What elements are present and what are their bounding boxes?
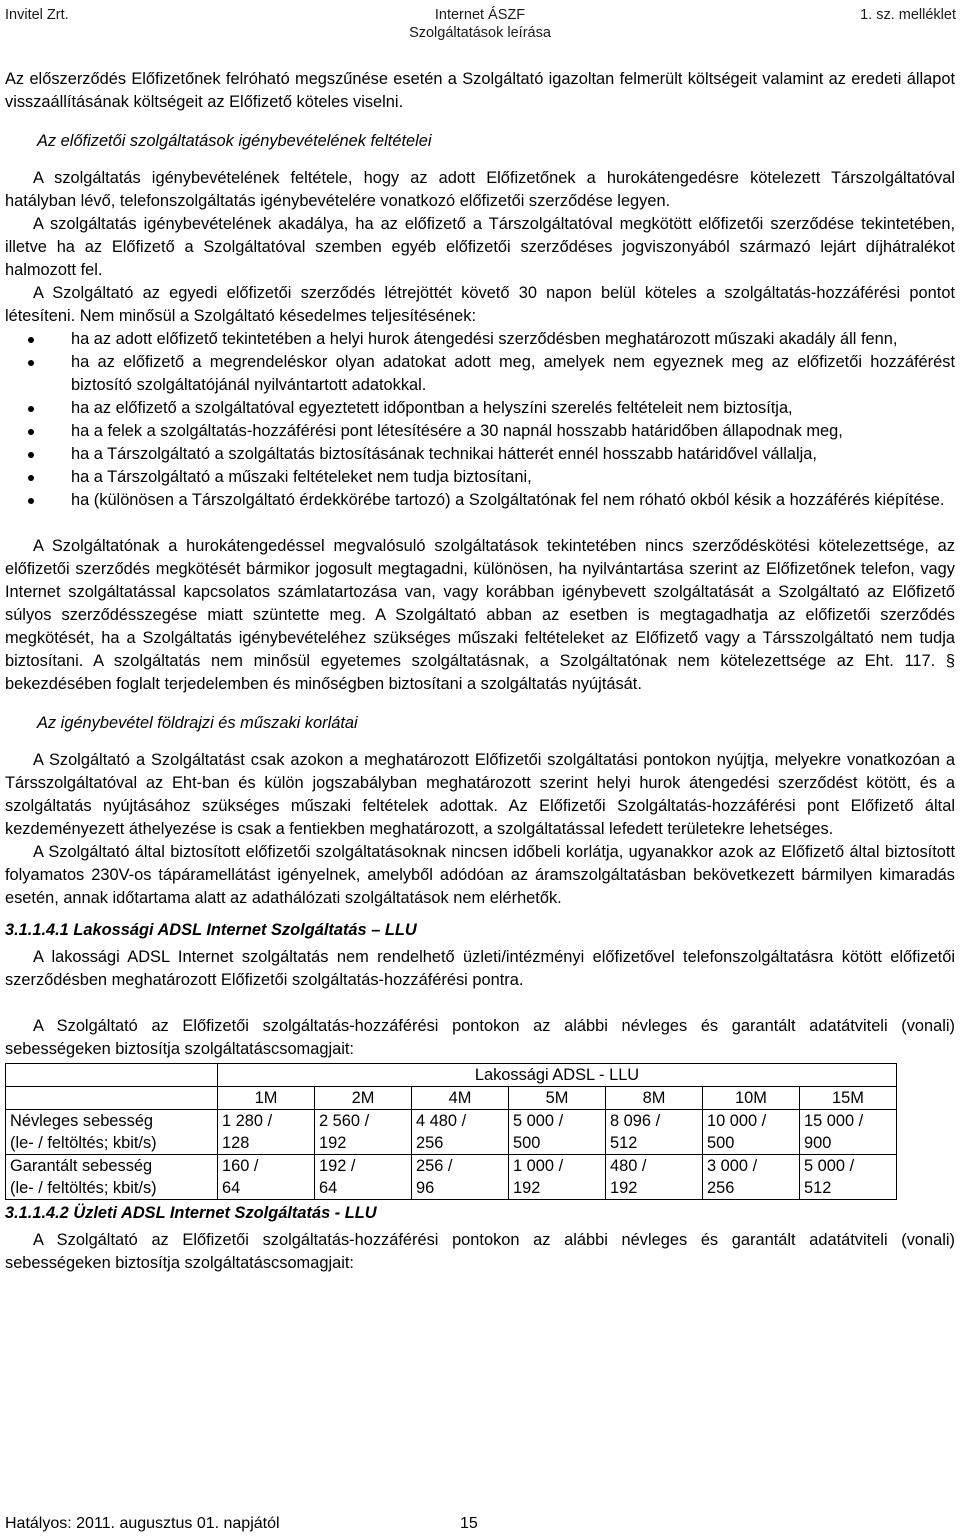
paragraph-geo-1: A Szolgáltató a Szolgáltatást csak azokon a meghatározott Előfizetői szolgáltatási pontokon nyújtja, melyekre vonatkozóan a Társszolgáltatóval az Eht-ban és külön jogszabályban meghatározott szerint helyi hurok átengedési szerződést kötött, és a szolgáltatás nyújtásához szükséges műszaki feltételek adottak. Az Előfizetői Szolgáltatás-hozzáférési pont Előfizető által kezdeményezett áthelyezése is csak a fentiekben meghatározott, a szolgáltatással lefedett területekre lehetséges. xyxy=(5,751,955,838)
table-header-cell: 4M xyxy=(412,1087,509,1110)
header-doc-title: Internet ÁSZF xyxy=(434,7,526,23)
list-item: ha (különösen a Társzolgáltató érdekkörébe tartozó) a Szolgáltatónak fel nem róható okból késik a hozzáférés kiépítése. xyxy=(5,489,955,512)
table-cell: 480 / 192 xyxy=(606,1155,703,1200)
paragraph-intro: Az előszerződés Előfizetőnek felróható megszűnése esetén a Szolgáltató igazoltan felmerült költségeit valamint az eredeti állapot visszaállításának költségeit az Előfizető köteles viselni. xyxy=(5,70,955,111)
paragraph-llu-residential: A lakossági ADSL Internet szolgáltatás nem rendelhető üzleti/intézményi előfizetővel telefonszolgáltatásra kötött előfizetői szerződésben meghatározott Előfizetői szolgáltatás-hozzáférési pontra. xyxy=(5,948,955,989)
table-cell xyxy=(6,1087,218,1110)
paragraph-condition-2: A szolgáltatás igénybevételének akadálya, ha az előfizető a Társzolgáltatóval megkötött előfizetői szerződése tekintetében, illetve ha az Előfizető a Szolgáltatóval szemben egyéb előfizetői szerződéses jogviszonyából származó lejárt díjhátralékot halmozott fel. xyxy=(5,215,955,279)
heading-llu-residential: 3.1.1.4.1 Lakossági ADSL Internet Szolgáltatás – LLU xyxy=(5,921,417,939)
table-cell: 5 000 / 500 xyxy=(509,1110,606,1155)
bullet-icon xyxy=(28,475,34,481)
table-cell: 5 000 / 512 xyxy=(800,1155,897,1200)
table-header-cell: 8M xyxy=(606,1087,703,1110)
table-cell: 1 000 / 192 xyxy=(509,1155,606,1200)
bullet-icon xyxy=(28,429,34,435)
table-row xyxy=(6,1087,897,1110)
table-cell: 192 / 64 xyxy=(315,1155,412,1200)
list-item: ha az előfizető a megrendeléskor olyan adatokat adott meg, amelyek nem egyeznek meg az előfizetői hozzáférést biztosító szolgáltatójánál nyilvántartott adatokkal. xyxy=(5,351,955,397)
header-annex: 1. sz. melléklet xyxy=(860,7,956,23)
table-row xyxy=(6,1110,897,1155)
paragraph-condition-1: A szolgáltatás igénybevételének feltétele, hogy az adott Előfizetőnek a hurokátengedésre kötelezett Társzolgáltatóval hatályban lévő, telefonszolgáltatás igénybevételére vonatkozó előfizetői szerződése legyen. xyxy=(5,169,955,210)
bullet-icon xyxy=(28,498,34,504)
list-item: ha a Társzolgáltató a szolgáltatás biztosításának technikai hátterét ennél hosszabb határidővel vállalja, xyxy=(5,443,955,466)
bullet-icon xyxy=(28,360,34,366)
table-cell: 10 000 / 500 xyxy=(703,1110,800,1155)
table-row-label: Garantált sebesség (le- / feltöltés; kbit/s) xyxy=(6,1155,218,1200)
table-row xyxy=(6,1064,897,1087)
heading-conditions: Az előfizetői szolgáltatások igénybevételének feltételei xyxy=(37,132,432,150)
bullet-icon xyxy=(28,337,34,343)
table-cell: 160 / 64 xyxy=(218,1155,315,1200)
table-header-cell: 1M xyxy=(218,1087,315,1110)
table-header-cell: 10M xyxy=(703,1087,800,1110)
page-number: 15 xyxy=(460,1515,478,1532)
page-footer xyxy=(5,1512,478,1535)
table-cell: 15 000 / 900 xyxy=(800,1110,897,1155)
table-header-cell: 5M xyxy=(509,1087,606,1110)
table-cell: 4 480 / 256 xyxy=(412,1110,509,1155)
table-row-label: Névleges sebesség (le- / feltöltés; kbit/s) xyxy=(6,1110,218,1155)
page-header xyxy=(0,6,960,46)
header-company: Invitel Zrt. xyxy=(5,7,69,23)
list-item: ha a Társzolgáltató a műszaki feltételeket nem tudja biztosítani, xyxy=(5,466,955,489)
table-cell: 2 560 / 192 xyxy=(315,1110,412,1155)
paragraph-no-commitment: A Szolgáltatónak a hurokátengedéssel megvalósuló szolgáltatások tekintetében nincs szerződéskötési kötelezettsége, az előfizetői szerződés megkötését bármikor jogosult megtagadni, különösen, ha nyilvántartása szerint az Előfizetőnek telefon, vagy Internet szolgáltatással kapcsolatos számlatartozása van, vagy korábban igénybevett szolgáltatását a Szolgáltató az Előfizető súlyos szerződésszegése miatt szüntette meg. A Szolgáltató abban az esetben is megtagadhatja az előfizetői szerződés megkötését, ha a Szolgáltatás igénybevételéhez szükséges műszaki feltételeket az Előfizető vagy a Társszolgáltató nem tudja biztosítani. A szolgáltatás nem minősül egyetemes szolgáltatásnak, a Szolgáltatónak nem kötelezettsége az Eht. 117. § bekezdésében foglalt terjedelemben és minőségben biztosítani a szolgáltatás nyújtását. xyxy=(5,537,955,693)
list-item: ha a felek a szolgáltatás-hozzáférési pont létesítésére a 30 napnál hosszabb határidőben állapodnak meg, xyxy=(5,420,955,443)
table-header-cell: 15M xyxy=(800,1087,897,1110)
heading-geo-limits: Az igénybevétel földrajzi és műszaki korlátai xyxy=(37,714,358,732)
table-cell: 256 / 96 xyxy=(412,1155,509,1200)
paragraph-condition-3: A Szolgáltató az egyedi előfizetői szerződés létrejöttét követő 30 napon belül köteles a szolgáltatás-hozzáférési pontot létesíteni. Nem minősül a Szolgáltató késedelmes teljesítésének: xyxy=(5,284,955,325)
table-header-cell: 2M xyxy=(315,1087,412,1110)
table-cell xyxy=(6,1064,218,1087)
list-item: ha az előfizető a szolgáltatóval egyeztetett időpontban a helyszíni szerelés feltételeit nem biztosítja, xyxy=(5,397,955,420)
exception-list xyxy=(5,328,955,512)
header-doc-subtitle: Szolgáltatások leírása xyxy=(409,25,551,41)
table-title: Lakossági ADSL - LLU xyxy=(218,1064,897,1087)
table-cell: 3 000 / 256 xyxy=(703,1155,800,1200)
table-cell: 8 096 / 512 xyxy=(606,1110,703,1155)
document-body xyxy=(5,68,955,1275)
speed-table xyxy=(5,1063,897,1200)
paragraph-speeds-intro-2: A Szolgáltató az Előfizetői szolgáltatás-hozzáférési pontokon az alábbi névleges és garantált adatátviteli (vonali) sebességeken biztosítja szolgáltatáscsomagjait: xyxy=(5,1231,955,1272)
paragraph-speeds-intro: A Szolgáltató az Előfizetői szolgáltatás-hozzáférési pontokon az alábbi névleges és garantált adatátviteli (vonali) sebességeken biztosítja szolgáltatáscsomagjait: xyxy=(5,1017,955,1058)
list-item: ha az adott előfizető tekintetében a helyi hurok átengedési szerződésben meghatározott műszaki akadály áll fenn, xyxy=(5,328,955,351)
bullet-icon xyxy=(28,452,34,458)
table-row xyxy=(6,1155,897,1200)
paragraph-geo-2: A Szolgáltató által biztosított előfizetői szolgáltatásoknak nincsen időbeli korlátja, ugyanakkor azok az Előfizető által biztosított folyamatos 230V-os tápáramellátást igényelnek, amelyből adódóan az áramszolgáltatásban bekövetkezett bármilyen kimaradás esetén, annak időtartama alatt az adathálózati szolgáltatások nem elérhetők. xyxy=(5,843,955,907)
heading-llu-business: 3.1.1.4.2 Üzleti ADSL Internet Szolgáltatás - LLU xyxy=(5,1204,377,1222)
bullet-icon xyxy=(28,406,34,412)
footer-effective-date: Hatályos: 2011. augusztus 01. napjától xyxy=(5,1515,280,1532)
table-cell: 1 280 / 128 xyxy=(218,1110,315,1155)
